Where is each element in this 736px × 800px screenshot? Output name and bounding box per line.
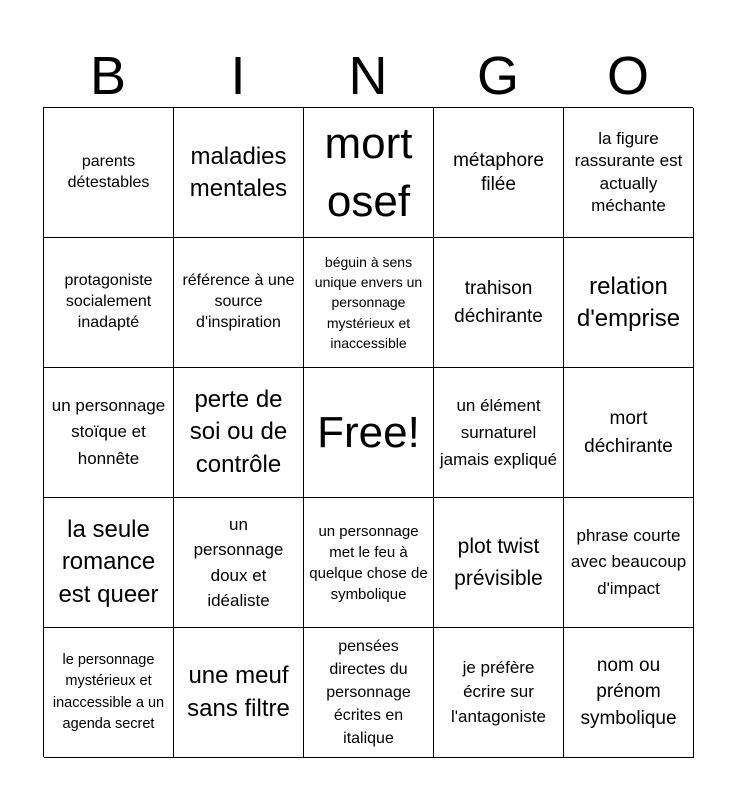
bingo-cell-2-2[interactable]	[174, 238, 304, 368]
bingo-cell-1-1[interactable]	[44, 108, 174, 238]
bingo-cell-4-2[interactable]	[174, 498, 304, 628]
cell-label: je préfère écrire sur l'antagoniste	[451, 657, 546, 726]
cell-label: la seule romance est queer	[58, 515, 159, 608]
cell-label: plot twist prévisible	[454, 535, 543, 590]
cell-label: nom ou prénom symbolique	[580, 654, 677, 729]
header-letter-o: O	[606, 46, 649, 106]
cell-label: métaphore filée	[453, 149, 544, 195]
cell-label: un personnage doux et idéaliste	[193, 514, 284, 610]
header-letter-i: I	[230, 46, 246, 106]
bingo-cell-2-5[interactable]	[564, 238, 694, 368]
bingo-cell-4-4[interactable]	[434, 498, 564, 628]
bingo-cell-2-1[interactable]	[44, 238, 174, 368]
bingo-cell-5-3[interactable]	[304, 628, 434, 758]
cell-label: perte de soi ou de contrôle	[189, 385, 288, 478]
bingo-cell-3-3[interactable]	[304, 368, 434, 498]
header-letter-n: N	[348, 46, 388, 106]
bingo-cell-5-4[interactable]	[434, 628, 564, 758]
bingo-cell-1-2[interactable]	[174, 108, 304, 238]
cell-label: maladies mentales	[189, 143, 288, 202]
cell-label: phrase courte avec beaucoup d'impact	[570, 525, 687, 598]
bingo-cell-5-5[interactable]	[564, 628, 694, 758]
bingo-cell-5-1[interactable]	[44, 628, 174, 758]
bingo-cell-1-4[interactable]	[434, 108, 564, 238]
bingo-cell-3-5[interactable]	[564, 368, 694, 498]
cell-label: béguin à sens unique envers un personnage mystérieux et inaccessible	[314, 253, 423, 351]
cell-label: relation d'emprise	[576, 273, 681, 332]
bingo-cell-2-3[interactable]	[304, 238, 434, 368]
cell-label: la figure rassurante est actually méchante	[574, 129, 683, 215]
cell-label: trahison déchirante	[454, 277, 543, 327]
cell-label: protagoniste socialement inadapté	[64, 272, 153, 331]
cell-label: une meuf sans filtre	[187, 662, 290, 722]
bingo-cell-3-4[interactable]	[434, 368, 564, 498]
bingo-cell-1-3[interactable]	[304, 108, 434, 238]
bingo-cell-4-3[interactable]	[304, 498, 434, 628]
bingo-cell-2-4[interactable]	[434, 238, 564, 368]
cell-label: Free!	[317, 407, 420, 457]
cell-label: un personnage stoïque et honnête	[51, 395, 166, 468]
cell-label: mort osef	[324, 119, 413, 226]
cell-label: mort déchirante	[584, 407, 673, 457]
header-letter-b: B	[89, 46, 127, 106]
cell-label: un personnage met le feu à quelque chose de symbolique	[309, 522, 428, 603]
bingo-cell-3-1[interactable]	[44, 368, 174, 498]
cell-label: un élément surnaturel jamais expliqué	[439, 395, 558, 470]
cell-label: le personnage mystérieux et inaccessible a un agenda secret	[52, 652, 165, 732]
bingo-grid	[43, 107, 693, 757]
cell-label: pensées directes du personnage écrites en italique	[326, 637, 411, 748]
bingo-cell-4-5[interactable]	[564, 498, 694, 628]
bingo-cell-4-1[interactable]	[44, 498, 174, 628]
cell-label: parents détestables	[67, 152, 150, 191]
bingo-cell-3-2[interactable]	[174, 368, 304, 498]
bingo-cell-1-5[interactable]	[564, 108, 694, 238]
bingo-cell-5-2[interactable]	[174, 628, 304, 758]
cell-label: référence à une source d'inspiration	[182, 272, 295, 331]
header-letter-g: G	[476, 46, 519, 106]
bingo-header	[43, 44, 693, 108]
